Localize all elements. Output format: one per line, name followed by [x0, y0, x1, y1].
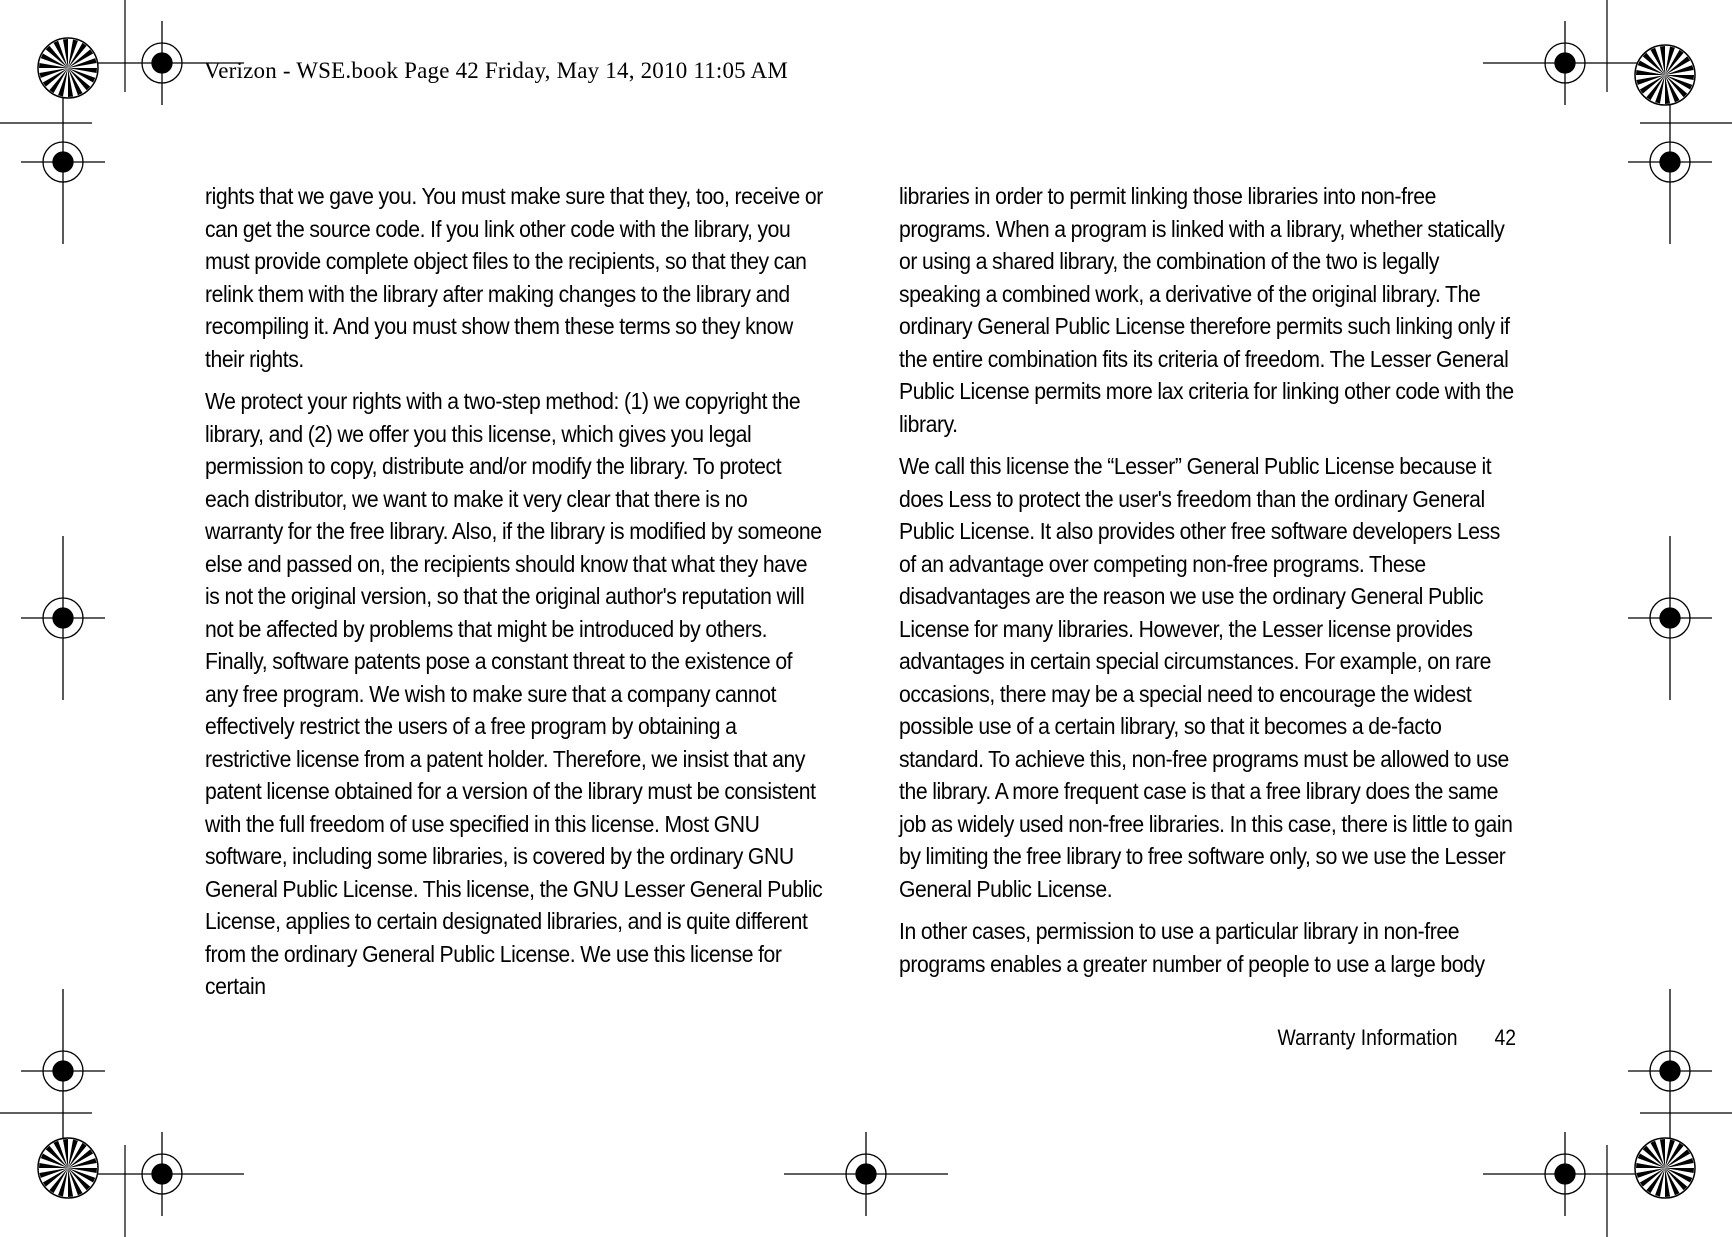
footer-section-title: Warranty Information — [1277, 1025, 1458, 1050]
paragraph: In other cases, permission to use a particular library in non-free programs enables a greater number of people to use a large body — [899, 918, 1485, 977]
registration-target-icon — [1628, 989, 1712, 1153]
registration-target-icon — [1483, 1132, 1647, 1216]
registration-target-icon — [784, 1132, 948, 1216]
registration-target-icon — [1483, 21, 1647, 105]
paragraph: rights that we gave you. You must make sure that they, too, receive or can get the source code. If you link other code with the library, you must provide complete object files to the recipients, so that they can relink them with the library after making changes to the library and recompiling it. And you must show them these terms so they know their rights. — [205, 183, 823, 372]
paragraph: libraries in order to permit linking those libraries into non-free programs. When a program is linked with a library, whether statically or using a shared library, the combination of the two is legally speaking a combined work, a derivative of the original library. The ordinary General Public License therefore permits such linking only if the entire combination fits its criteria of freedom. The Lesser General Public License permits more lax criteria for linking other code with the library. — [899, 183, 1514, 437]
rosette-mark-icon — [38, 1138, 98, 1198]
left-text-column — [205, 180, 826, 1013]
page-footer — [1277, 1025, 1516, 1051]
print-slug: Verizon - WSE.book Page 42 Friday, May 14, 2010 11:05 AM — [204, 58, 789, 83]
paragraph: We call this license the “Lesser” General Public License because it does Less to protect the user's freedom than the ordinary General Public License. It also provides other free software developers Less of an advantage over competing non-free programs. These disadvantages are the reason we use the ordinary General Public License for many libraries. However, the Lesser license provides advantages in certain special circumstances. For example, on rare occasions, there may be a special need to encourage the widest possible use of a certain library, so that it becomes a de-facto standard. To achieve this, non-free programs must be allowed to use the library. A more frequent case is that a free library does the same job as widely used non-free libraries. In this case, there is little to gain by limiting the free library to free software only, so we use the Lesser General Public License. — [899, 453, 1513, 902]
registration-target-icon — [21, 989, 105, 1153]
paragraph: We protect your rights with a two-step method: (1) we copyright the library, and (2) we offer you this license, which gives you legal permission to copy, distribute and/or modify the library. To protect each distributor, we want to make it very clear that there is no warranty for the free library. Also, if the library is modified by someone else and passed on, the recipients should know that what they have is not the original version, so that the original author's reputation will not be affected by problems that might be introduced by others. Finally, software patents pose a constant threat to the existence of any free program. We wish to make sure that a company cannot effectively restrict the users of a free program by obtaining a restrictive license from a patent holder. Therefore, we insist that any patent license obtained for a version of the library must be consistent with the full freedom of use specified in this license. Most GNU software, including some libraries, is covered by the ordinary GNU General Public License. This license, the GNU Lesser General Public License, applies to certain designated libraries, and is quite different from the ordinary General Public License. We use this license for certain — [205, 388, 823, 999]
registration-target-icon — [1628, 536, 1712, 700]
rosette-mark-icon — [38, 38, 98, 98]
right-text-column — [899, 180, 1520, 990]
page-number: 42 — [1494, 1025, 1516, 1050]
registration-target-icon — [21, 536, 105, 700]
registration-target-icon — [80, 1132, 244, 1216]
rosette-mark-icon — [1635, 1138, 1695, 1198]
registration-target-icon — [21, 80, 105, 244]
rosette-mark-icon — [1635, 45, 1695, 105]
